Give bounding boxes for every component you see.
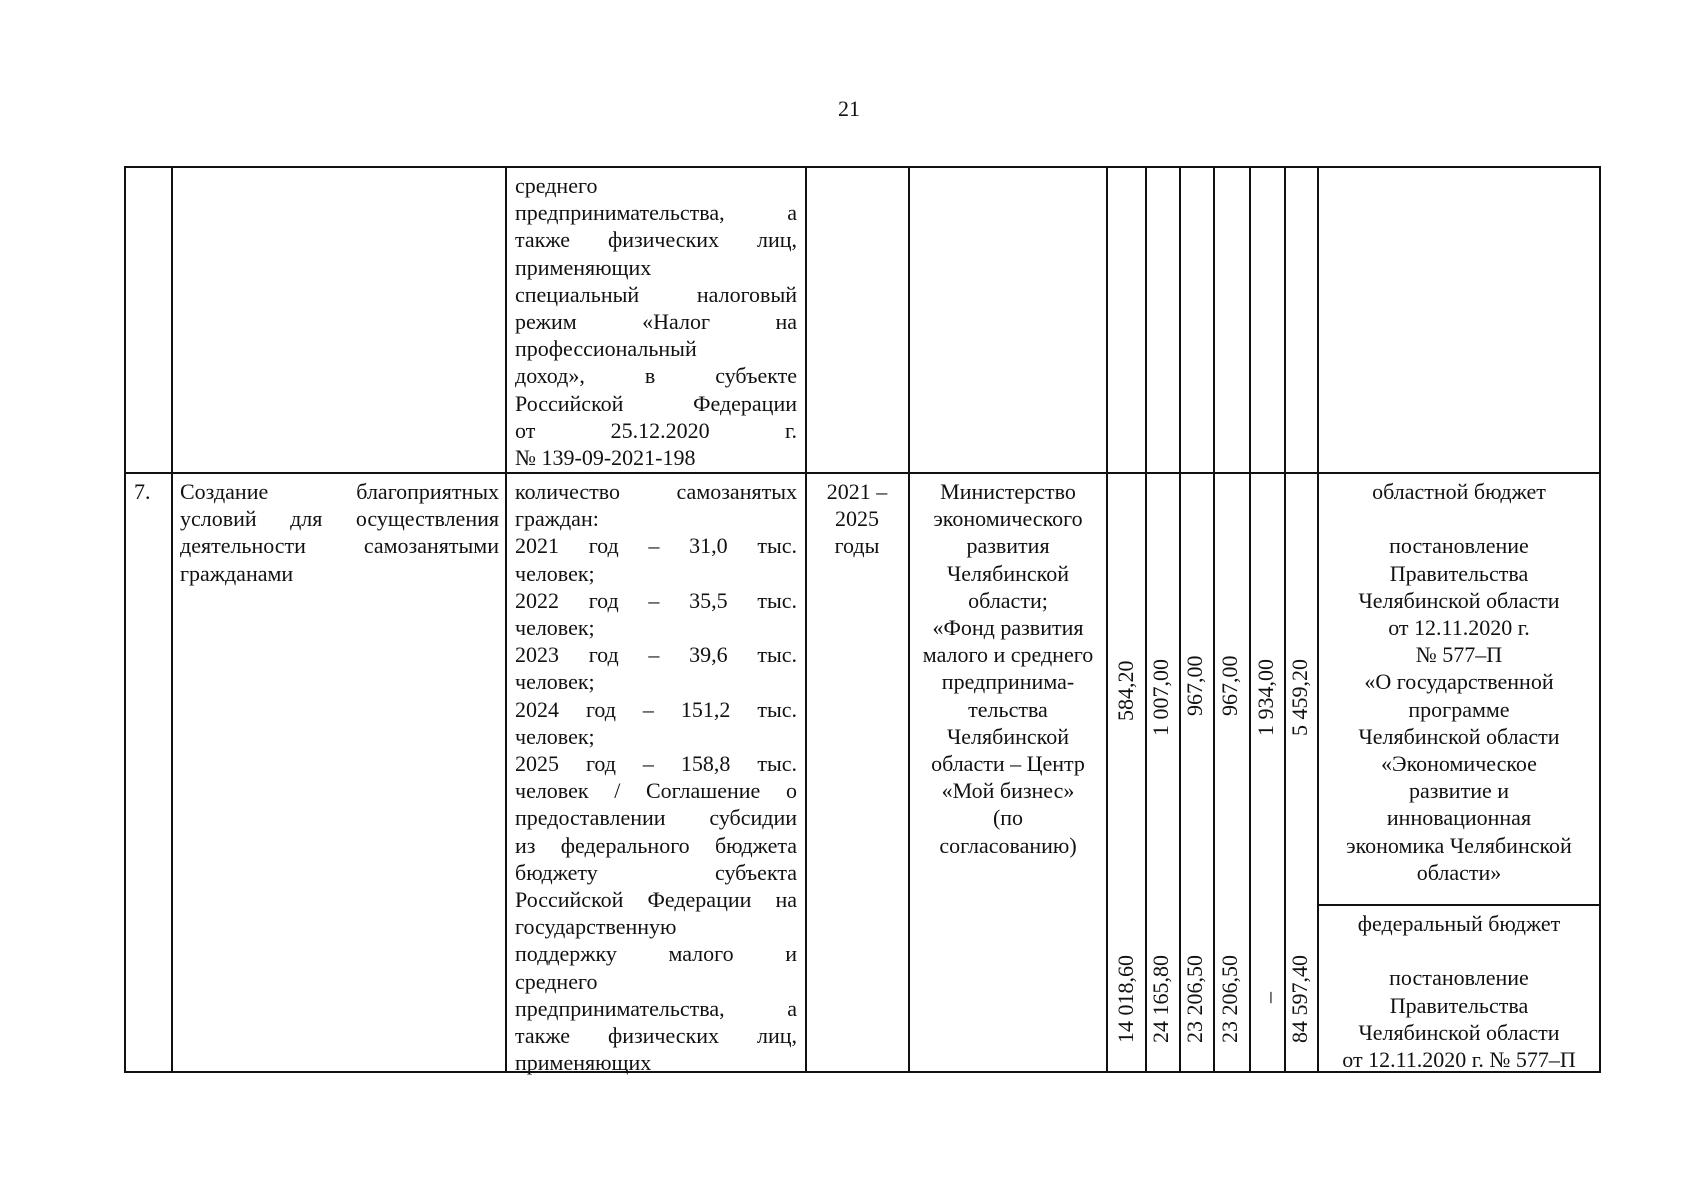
text-line: Российской Федерации на	[515, 887, 797, 913]
regional-source	[1322, 478, 1596, 886]
regional-amount: 967,00	[1217, 655, 1242, 716]
text-line: тельства	[968, 696, 1048, 722]
federal-amount: 84 597,40	[1287, 955, 1312, 1043]
text-line: предпринимательства, а	[515, 200, 797, 226]
text-line: человек / Соглашение о	[515, 778, 797, 804]
text-line: 2025	[835, 506, 879, 532]
text-line: Челябинской	[946, 560, 1069, 586]
text-line: режим «Налог на	[515, 309, 797, 335]
text-line: количество самозанятых	[515, 479, 797, 504]
text-line: развитие и	[1408, 778, 1510, 804]
text-line: годы	[834, 533, 880, 559]
text-line: инновационная	[1386, 805, 1532, 831]
text-line: развития	[966, 533, 1050, 559]
text-line: 2025 год – 158,8 тыс.	[515, 751, 797, 777]
text-line: поддержку малого и	[515, 941, 797, 967]
text-line: 2021 год – 31,0 тыс.	[515, 533, 797, 559]
text-line: постановление	[1389, 965, 1529, 991]
text-line: Министерство	[940, 479, 1076, 504]
text-line: человек;	[515, 560, 595, 586]
federal-amount: –	[1256, 992, 1281, 1003]
row-number: 7.	[134, 479, 151, 504]
text-line: среднего	[515, 173, 598, 198]
text-line: «О государственной	[1364, 669, 1554, 695]
text-line: Правительства	[1389, 560, 1529, 586]
text-line: федеральный бюджет	[1357, 911, 1561, 936]
text-line: гражданами	[180, 560, 294, 586]
text-line: от 12.11.2020 г.	[1388, 615, 1530, 640]
text-line: Российской Федерации	[515, 390, 797, 416]
text-line: 2024 год – 151,2 тыс.	[515, 696, 797, 722]
text-line: предпринима-	[941, 669, 1075, 695]
text-line: Челябинской области	[1358, 587, 1560, 613]
text-line: бюджету субъекта	[515, 859, 797, 885]
text-line: постановление	[1389, 533, 1529, 559]
text-line: области;	[968, 587, 1048, 613]
text-line: профессиональный	[515, 336, 697, 362]
text-line: № 577–П	[1415, 642, 1503, 668]
text-line	[1322, 505, 1596, 532]
row-executor	[910, 478, 1106, 859]
regional-amount: 1 934,00	[1253, 659, 1278, 736]
text-line: Правительства	[1389, 992, 1529, 1018]
text-line: доход», в субъекте	[515, 363, 797, 389]
text-line: № 139-09-2021-198	[515, 445, 696, 471]
text-line: предоставлении субсидии	[515, 805, 797, 831]
text-line	[1319, 937, 1599, 964]
text-line: из федерального бюджета	[515, 832, 797, 858]
text-line: от 12.11.2020 г. № 577–П	[1342, 1047, 1576, 1072]
continued-row-indicator	[515, 172, 797, 471]
text-line: малого и среднего	[922, 642, 1094, 668]
text-line: предпринимательства, а	[515, 995, 797, 1021]
text-line: программе	[1408, 696, 1510, 722]
text-line: Челябинской	[946, 723, 1069, 749]
text-line: человек;	[515, 669, 595, 695]
text-line: Челябинской области	[1358, 1019, 1560, 1045]
text-line: также физических лиц,	[515, 227, 797, 253]
text-line: согласованию)	[939, 832, 1077, 858]
text-line: 2023 год – 39,6 тыс.	[515, 642, 797, 668]
federal-amount: 24 165,80	[1148, 955, 1173, 1043]
row-indicator	[515, 478, 797, 1076]
text-line: применяющих	[515, 1050, 652, 1076]
federal-source	[1319, 910, 1599, 1073]
text-line: экономического	[933, 506, 1083, 532]
federal-amount: 14 018,60	[1113, 955, 1138, 1043]
text-line: области»	[1416, 859, 1502, 885]
text-line: области – Центр	[931, 751, 1085, 777]
text-line: «Экономическое	[1381, 751, 1537, 777]
text-line: условий для осуществления	[180, 506, 499, 532]
text-line: среднего	[515, 968, 598, 994]
text-line: человек;	[515, 723, 595, 749]
page-number: 21	[838, 96, 860, 121]
text-line: человек;	[515, 615, 595, 641]
federal-amount: 23 206,50	[1182, 955, 1207, 1043]
text-line: специальный налоговый	[515, 281, 797, 307]
text-line: «Фонд развития	[932, 615, 1084, 641]
regional-amount: 1 007,00	[1148, 659, 1173, 736]
text-line: деятельности самозанятыми	[180, 533, 499, 559]
text-line: применяющих	[515, 254, 652, 280]
federal-amount: 23 206,50	[1217, 955, 1242, 1043]
regional-amount: 584,20	[1113, 660, 1138, 721]
row-title	[180, 478, 499, 587]
row-period	[810, 478, 904, 560]
text-line: от 25.12.2020 г.	[515, 417, 797, 443]
text-line: 2021 –	[826, 479, 888, 504]
text-line: «Мой бизнес»	[941, 778, 1075, 804]
text-line: Челябинской области	[1358, 723, 1560, 749]
text-line: областной бюджет	[1372, 479, 1546, 504]
text-line: государственную	[515, 914, 677, 940]
text-line: (по	[992, 805, 1024, 831]
text-line: Создание благоприятных	[180, 479, 499, 504]
text-line: также физических лиц,	[515, 1023, 797, 1049]
regional-amount: 967,00	[1182, 655, 1207, 716]
text-line: граждан:	[515, 506, 599, 532]
text-line: 2022 год – 35,5 тыс.	[515, 587, 797, 613]
text-line: экономика Челябинской	[1346, 832, 1572, 858]
regional-amount: 5 459,20	[1287, 659, 1312, 736]
